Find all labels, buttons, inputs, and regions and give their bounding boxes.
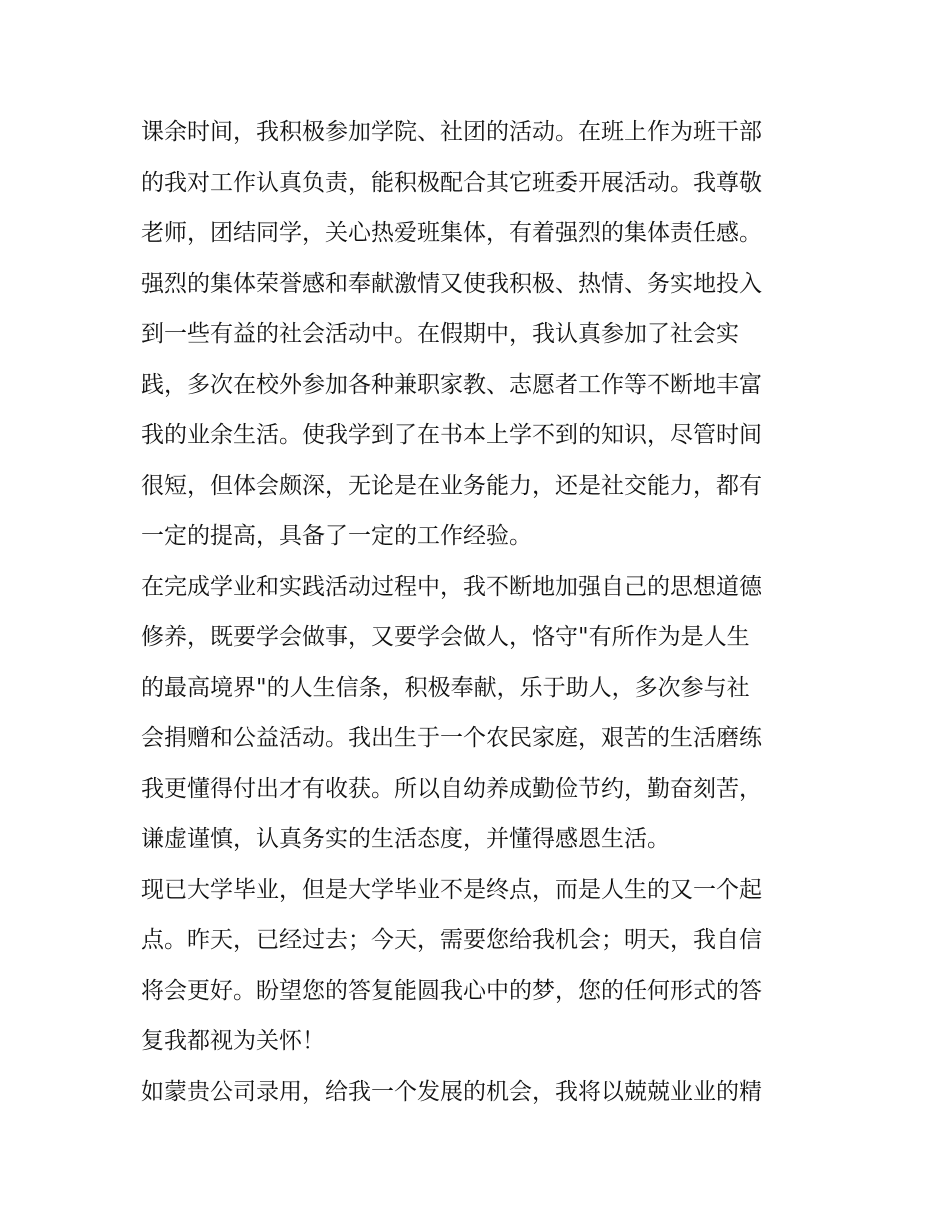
text-line: 点。昨天，已经过去；今天，需要您给我机会；明天，我自信 [141, 927, 762, 953]
text-line: 现已大学毕业，但是大学毕业不是终点，而是人生的又一个起 [141, 876, 762, 903]
text-line: 修养，既要学会做事，又要学会做人，恪守"有所作为是人生 [141, 624, 750, 650]
body-text [141, 107, 821, 1117]
text-line: 我更懂得付出才有收获。所以自幼养成勤俭节约，勤奋刻苦， [141, 775, 762, 802]
text-line: 会捐赠和公益活动。我出生于一个农民家庭，艰苦的生活磨练 [141, 725, 762, 751]
text-line: 课余时间，我积极参加学院、社团的活动。在班上作为班干部 [141, 119, 762, 145]
text-line: 很短，但体会颇深，无论是在业务能力，还是社交能力，都有 [141, 472, 762, 499]
text-line: 谦虚谨慎，认真务实的生活态度，并懂得感恩生活。 [141, 826, 670, 852]
text-line: 的最高境界"的人生信条，积极奉献，乐于助人，多次参与社 [141, 674, 750, 701]
text-line: 老师，团结同学，关心热爱班集体，有着强烈的集体责任感。 [141, 220, 762, 246]
text-line: 将会更好。盼望您的答复能圆我心中的梦，您的任何形式的答 [141, 977, 762, 1004]
text-line: 在完成学业和实践活动过程中，我不断地加强自己的思想道德 [141, 573, 762, 600]
text-line: 强烈的集体荣誉感和奉献激情又使我积极、热情、务实地投入 [141, 270, 762, 297]
text-line: 一定的提高，具备了一定的工作经验。 [141, 523, 532, 549]
text-line: 我的业余生活。使我学到了在书本上学不到的知识，尽管时间 [141, 422, 762, 448]
text-line: 践，多次在校外参加各种兼职家教、志愿者工作等不断地丰富 [141, 371, 762, 398]
text-line: 的我对工作认真负责，能积极配合其它班委开展活动。我尊敬 [141, 169, 762, 196]
text-line: 到一些有益的社会活动中。在假期中，我认真参加了社会实 [141, 321, 739, 347]
text-line: 如蒙贵公司录用，给我一个发展的机会，我将以兢兢业业的精 [141, 1078, 762, 1105]
text-line: 复我都视为关怀！ [141, 1028, 325, 1054]
